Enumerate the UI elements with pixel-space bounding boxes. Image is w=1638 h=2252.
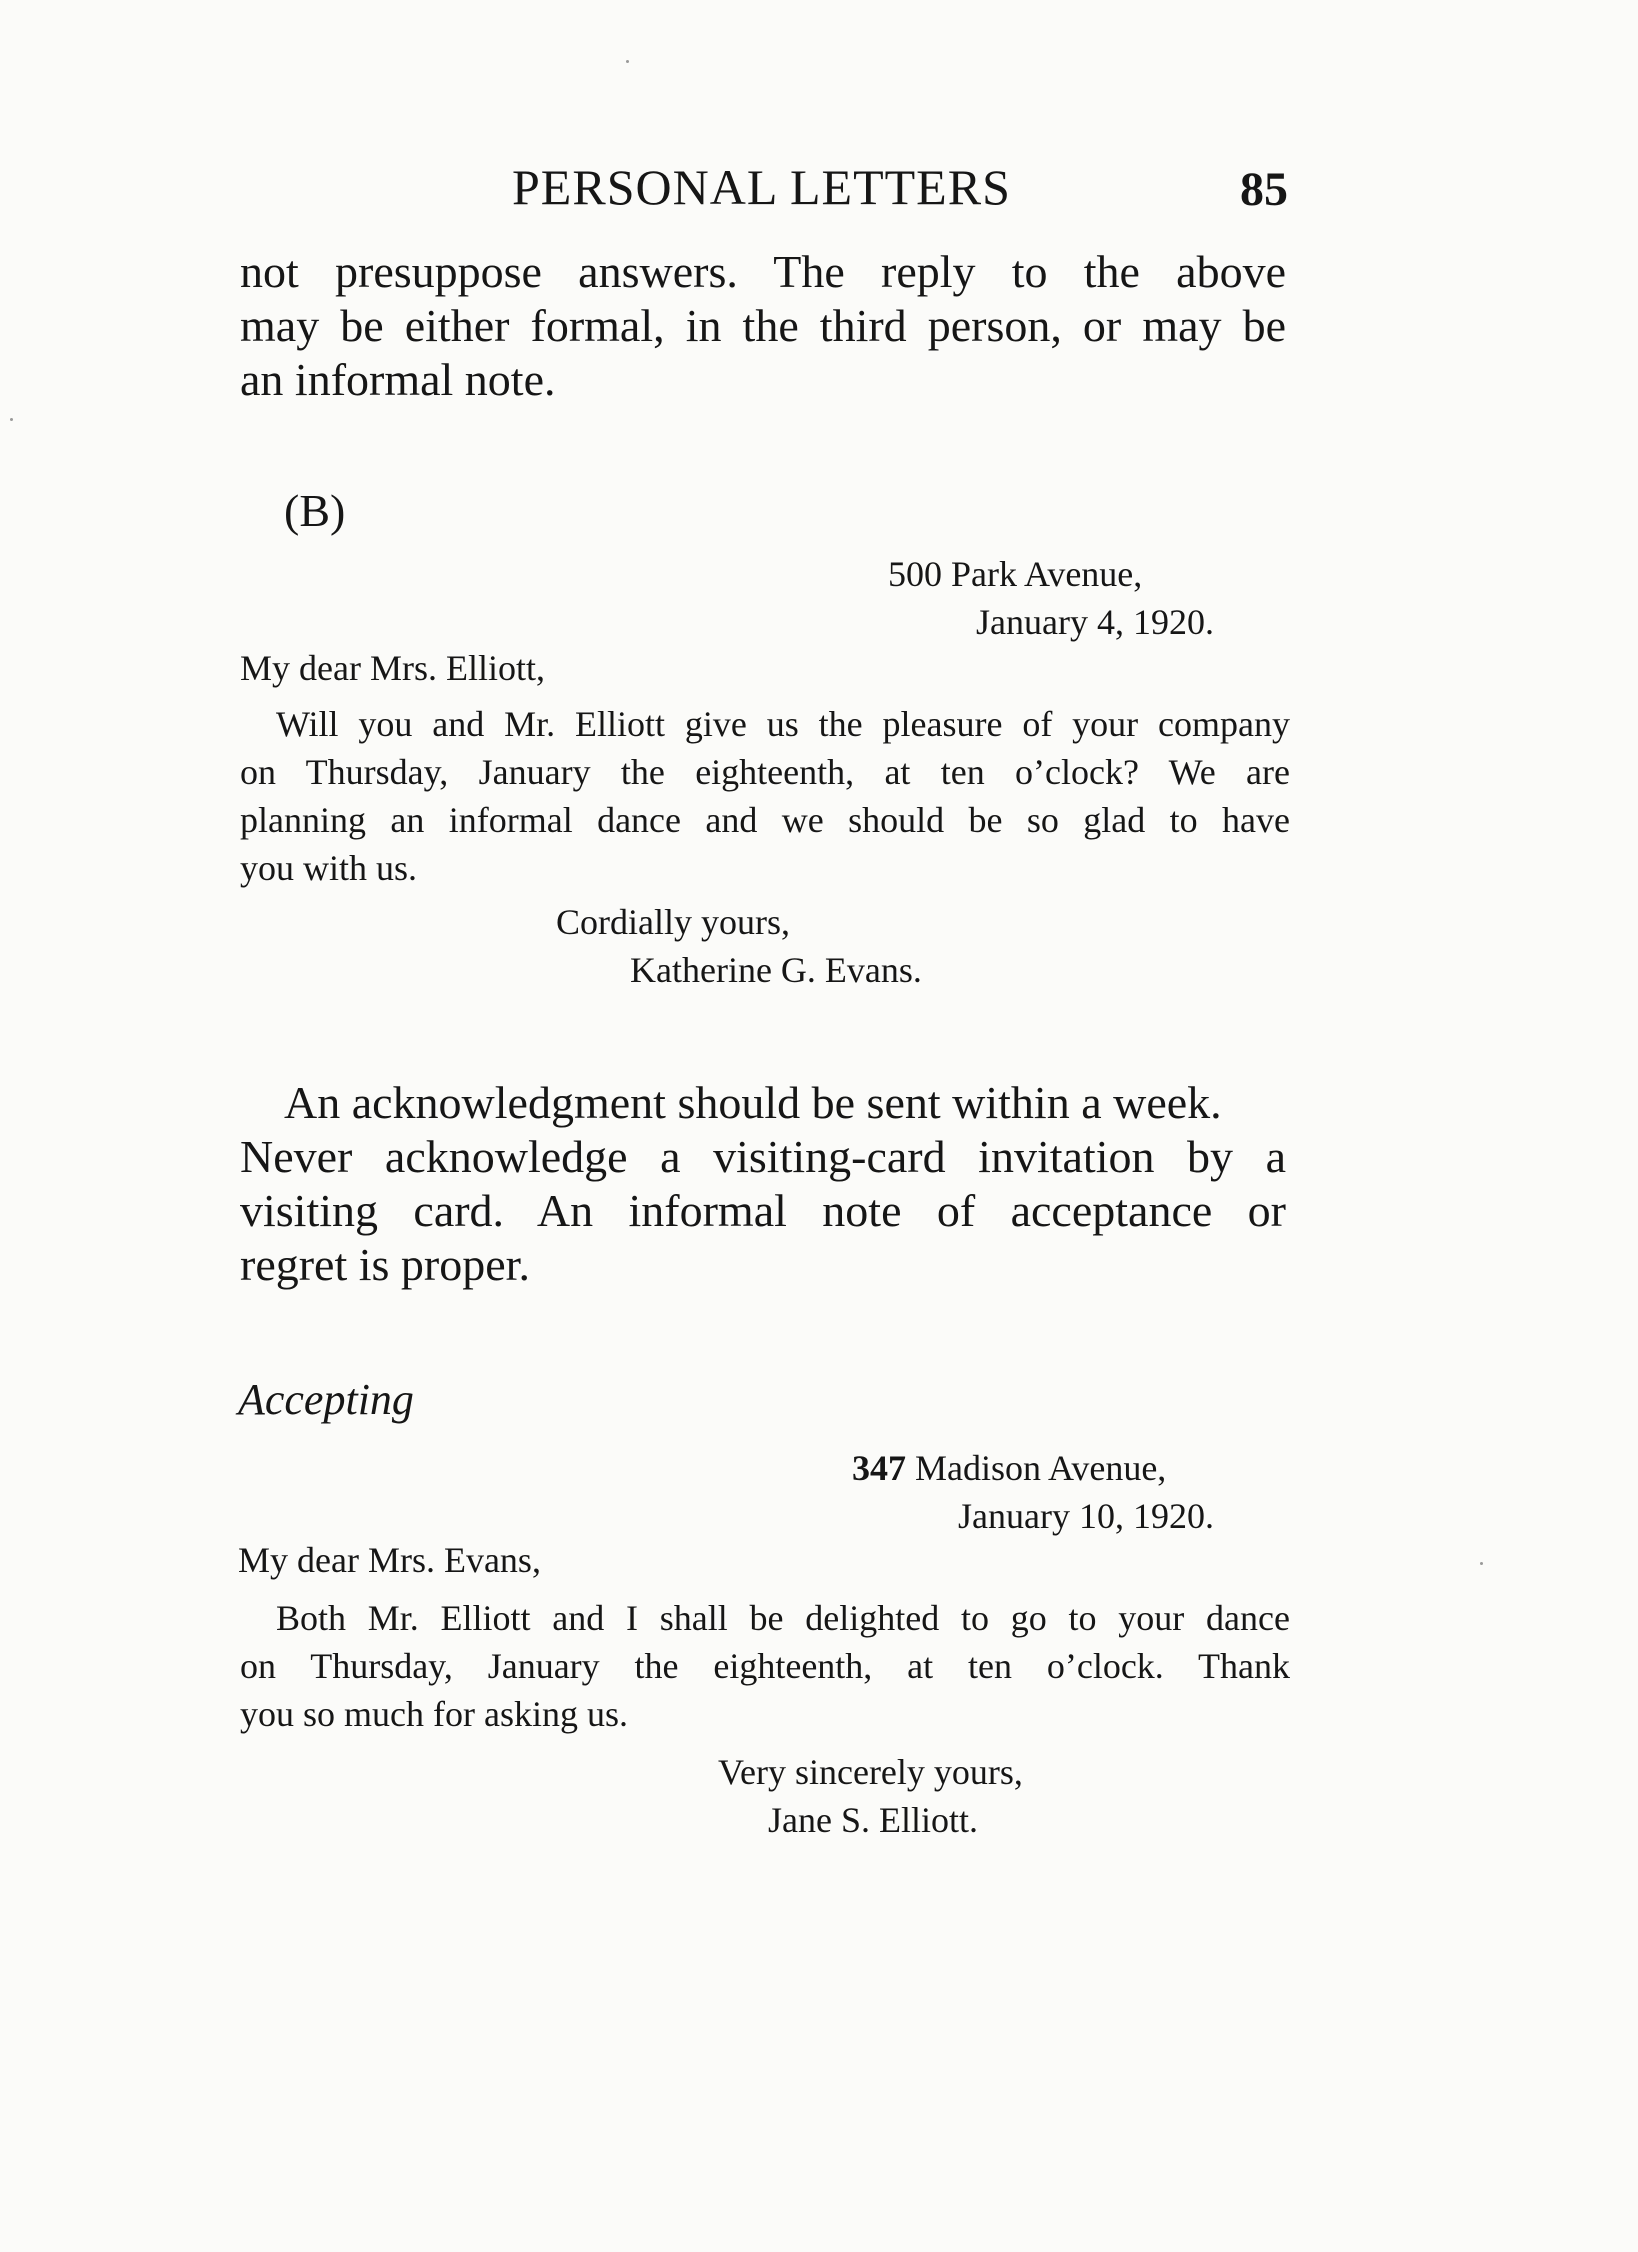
letter-line: on Thursday, January the eighteenth, at ten o’clock? We are xyxy=(240,752,1290,792)
accepting-salutation: My dear Mrs. Evans, xyxy=(238,1540,541,1580)
paragraph-line: visiting card. An informal note of acceptance or xyxy=(240,1185,1286,1236)
acknowledgment-paragraph xyxy=(240,1076,1286,1292)
accepting-closing: Very sincerely yours, xyxy=(718,1752,1023,1792)
letter-b-date: January 4, 1920. xyxy=(976,602,1214,642)
letter-line: planning an informal dance and we should be so glad to have xyxy=(240,800,1290,840)
scan-speck xyxy=(626,60,629,63)
intro-paragraph xyxy=(240,245,1286,407)
letter-b-salutation: My dear Mrs. Elliott, xyxy=(240,648,545,688)
running-header-title: PERSONAL LETTERS xyxy=(512,159,1011,215)
accepting-date: January 10, 1920. xyxy=(958,1496,1214,1536)
paragraph-line: not presuppose answers. The reply to the above xyxy=(240,246,1286,297)
address-street: Madison Avenue, xyxy=(906,1448,1167,1488)
letter-line: you so much for asking us. xyxy=(240,1694,628,1734)
accepting-signature: Jane S. Elliott. xyxy=(768,1800,978,1840)
letter-b-address: 500 Park Avenue, xyxy=(888,554,1143,594)
paragraph-line: regret is proper. xyxy=(240,1239,530,1290)
paragraph-line: an informal note. xyxy=(240,354,556,405)
letter-line: Will you and Mr. Elliott give us the pleasure of your company xyxy=(276,704,1290,744)
letter-line: Both Mr. Elliott and I shall be delighted to go to your dance xyxy=(276,1598,1290,1638)
accepting-address xyxy=(852,1444,1166,1492)
letter-b-body xyxy=(240,700,1290,892)
letter-line: on Thursday, January the eighteenth, at ten o’clock. Thank xyxy=(240,1646,1290,1686)
page-number: 85 xyxy=(1240,163,1288,216)
letter-b-signature: Katherine G. Evans. xyxy=(630,950,922,990)
paragraph-line: An acknowledgment should be sent within a week. xyxy=(284,1077,1222,1128)
address-number: 347 xyxy=(852,1448,906,1488)
letter-b-closing: Cordially yours, xyxy=(556,902,790,942)
scan-speck xyxy=(1480,1562,1483,1565)
paragraph-line: may be either formal, in the third person, or may be xyxy=(240,300,1286,351)
scan-speck xyxy=(10,418,13,421)
letter-line: you with us. xyxy=(240,848,418,888)
paragraph-line: Never acknowledge a visiting-card invitation by a xyxy=(240,1131,1286,1182)
letter-b-label: (B) xyxy=(284,485,346,536)
accepting-label: Accepting xyxy=(238,1375,414,1424)
accepting-body xyxy=(240,1594,1290,1738)
